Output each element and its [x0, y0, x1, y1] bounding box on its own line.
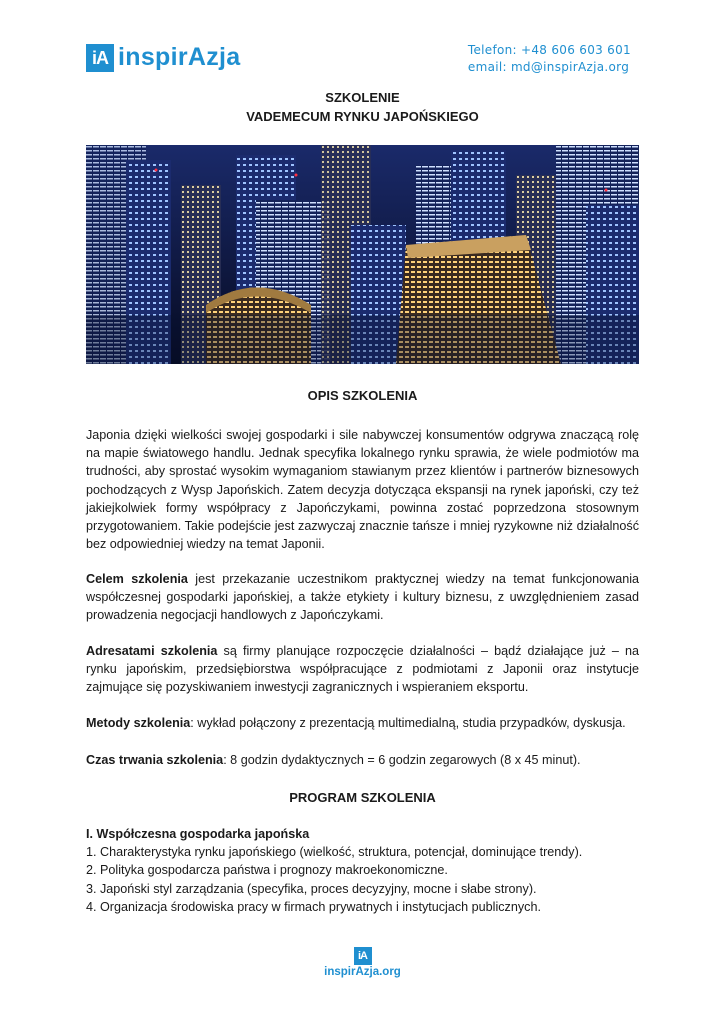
list-item: 1. Charakterystyka rynku japońskiego (wielkość, struktura, potencjał, dominujące trendy). — [86, 845, 583, 860]
duration-paragraph — [86, 751, 639, 769]
audience-text: są firmy planujące rozpoczęcie działalności – bądź działające już – na rynku japońskim, przedsiębiorstwa współpracujące z podmiotami z Japonii oraz instytucje zajmujące się pozyskiwaniem inwestycji zagranicznych i wspieraniem eksportu. — [86, 644, 640, 695]
footer-website-link[interactable]: inspirAzja.org — [324, 966, 401, 978]
logo-text: inspirAzja — [118, 43, 241, 71]
methods-label: Metody szkolenia — [86, 716, 191, 730]
program-heading: I. Współczesna gospodarka japońska — [86, 827, 310, 841]
list-item: 4. Organizacja środowiska pracy w firmach prywatnych i instytucjach publicznych. — [86, 899, 541, 914]
section-title-opis: OPIS SZKOLENIA — [307, 388, 418, 403]
contact-info — [468, 42, 631, 76]
footer-logo-mark: iA — [354, 947, 372, 965]
list-item: 3. Japoński styl zarządzania (specyfika, proces decyzyjny, mocne i słabe strony). — [86, 881, 537, 896]
logo[interactable] — [86, 43, 240, 72]
email-address[interactable]: email: md@inspirAzja.org — [467, 60, 630, 74]
duration-text: : 8 godzin dydaktycznych = 6 godzin zegarowych (8 x 45 minut). — [223, 753, 581, 767]
program-list — [86, 825, 639, 916]
goal-text: jest przekazanie uczestnikom praktycznej wiedzy na temat funkcjonowania współczesnej gospodarki japońskiej, a także etykiety i kultury biznesu, z uwzględnieniem zasad prowadzenia negocjacji handlowych z Japończykami. — [86, 572, 639, 623]
intro-paragraph: Japonia dzięki wielkości swojej gospodarki i sile nabywczej konsumentów odgrywa znaczącą rolę na mapie światowego handlu. Jednak specyfika lokalnego rynku sprawia, że wiele podmiotów ma trudności, aby sprostać wysokim wymaganiom stawianym przez klientów i partnerów biznesowych pochodzących z Wysp Japońskich. Zatem decyzja dotycząca ekspansji na rynek japoński, czy też jakiejkolwiek formy współpracy z Japończykami, powinna zostać poprzedzona stosownym przygotowaniem. Takie podejście jest zazwyczaj znacznie tańsze i mniej ryzykowne niż działalność bez odpowiedniej wiedzy na temat Japonii. — [86, 428, 639, 552]
document-title — [86, 88, 639, 126]
title-line-1: SZKOLENIE — [325, 90, 400, 105]
duration-label: Czas trwania szkolenia — [86, 753, 224, 767]
methods-paragraph — [86, 714, 639, 732]
title-line-2: VADEMECUM RYNKU JAPOŃSKIEGO — [246, 109, 479, 124]
audience-paragraph — [86, 642, 639, 697]
page-header — [86, 40, 631, 80]
list-item: 2. Polityka gospodarcza państwa i prognozy makroekonomiczne. — [86, 863, 448, 878]
audience-label: Adresatami szkolenia — [86, 644, 218, 658]
methods-text: : wykład połączony z prezentacją multimedialną, studia przypadków, dyskusja. — [190, 716, 626, 730]
goal-label: Celem szkolenia — [86, 572, 188, 586]
hero-city-image — [86, 145, 639, 364]
goal-paragraph — [86, 570, 639, 625]
page-footer — [0, 946, 725, 978]
phone-number[interactable]: Telefon: +48 606 603 601 — [467, 43, 631, 57]
section-title-program: PROGRAM SZKOLENIA — [289, 790, 436, 805]
logo-mark: iA — [86, 44, 114, 72]
